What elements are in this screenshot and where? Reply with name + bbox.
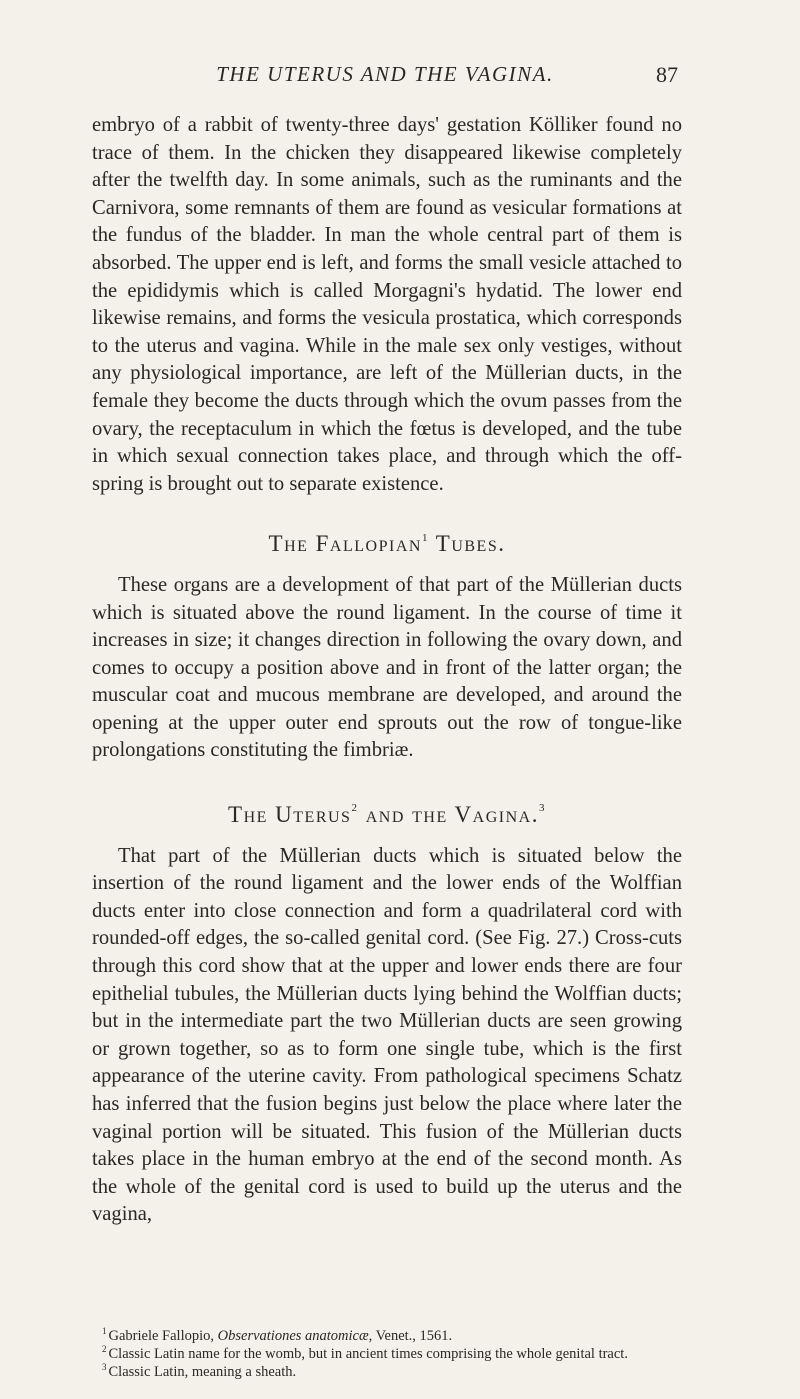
footnote-text: Classic Latin name for the womb, but in ancient times comprising the whole genital tract. bbox=[108, 1346, 628, 1362]
paragraph-continuation: embryo of a rabbit of twenty-three days' gestation Kölliker found no trace of them. In the chicken they disappeared likewise completely after the twelfth day. In some animals, such as the ruminants and the Carnivora, some remnants of them are found as vesicular formations at the fundus of the bladder. In man the whole central part of them is absorbed. The upper end is left, and forms the small vesicle attached to the epididymis which is called Morgagni's hydatid. The lower end likewise remains, and forms the vesicula prostatica, which corresponds to the uterus and vagina. While in the male sex only vestiges, without any physiological importance, are left of the Müllerian ducts, in the female they become the ducts through which the ovum passes from the ovary, the receptaculum in which the fœtus is developed, and the tube in which sexual connection takes place, and through which the off-spring is brought out to separate existence. bbox=[92, 114, 682, 495]
heading-text-after: Tubes. bbox=[435, 531, 506, 557]
running-title: THE UTERUS AND THE VAGINA. bbox=[216, 62, 554, 86]
footnote-2 bbox=[92, 1345, 682, 1363]
footnote-mark: 1 bbox=[102, 1326, 107, 1337]
footnote-text: Gabriele Fallopio, bbox=[108, 1328, 218, 1344]
footnote-mark: 3 bbox=[102, 1362, 107, 1373]
footnote-ref-1: 1 bbox=[421, 531, 429, 544]
section-heading-fallopian-tubes bbox=[92, 530, 682, 558]
footnote-ref-2: 2 bbox=[351, 802, 359, 815]
footnote-text: Classic Latin, meaning a sheath. bbox=[108, 1364, 297, 1380]
footnote-1 bbox=[92, 1327, 682, 1345]
footnote-mark: 2 bbox=[102, 1344, 107, 1355]
footnote-title: Observationes anatomicæ, bbox=[217, 1328, 373, 1344]
page-number: 87 bbox=[656, 62, 678, 87]
page-body bbox=[92, 112, 682, 1229]
heading-text: The Fallopian bbox=[268, 531, 422, 557]
paragraph-uterus: That part of the Müllerian ducts which is situated below the insertion of the round ligament and the lower ends of the Wolffian ducts enter into close connection and form a quadrilateral cord with rounded-off edges, the so-called genital cord. (See Fig. 27.) Cross-cuts through this cord show that at the upper and lower ends there are four epithelial tubules, the Müllerian ducts lying behind the Wolffian ducts; but in the intermediate part the two Müllerian ducts are seen growing or grown together, so as to form one single tube, which is the first appearance of the uterine cavity. From pathological specimens Schatz has inferred that the fusion begins just below the place where later the vaginal portion will be situated. This fusion of the Müllerian ducts takes place in the human embryo at the end of the second month. As the whole of the genital cord is used to build up the uterus and the vagina, bbox=[92, 844, 682, 1226]
section-heading-uterus-vagina bbox=[92, 801, 682, 829]
heading-text-a: The Uterus bbox=[228, 802, 352, 828]
footnote-ref-3: 3 bbox=[538, 802, 546, 815]
footnote-3 bbox=[92, 1363, 682, 1381]
running-head bbox=[92, 62, 678, 92]
paragraph-fallopian: These organs are a development of that part of the Müllerian ducts which is situated above the round ligament. In the course of time it increases in size; it changes direction in following the ovary down, and comes to occupy a position above and in front of the latter organ; the muscular coat and mucous membrane are developed, and around the opening at the upper outer end sprouts out the row of tongue-like prolongations constituting the fimbriæ. bbox=[92, 573, 682, 762]
heading-text-b: and the Vagina. bbox=[365, 802, 539, 828]
footnotes bbox=[92, 1327, 682, 1381]
footnote-text-after: Venet., 1561. bbox=[372, 1328, 453, 1344]
